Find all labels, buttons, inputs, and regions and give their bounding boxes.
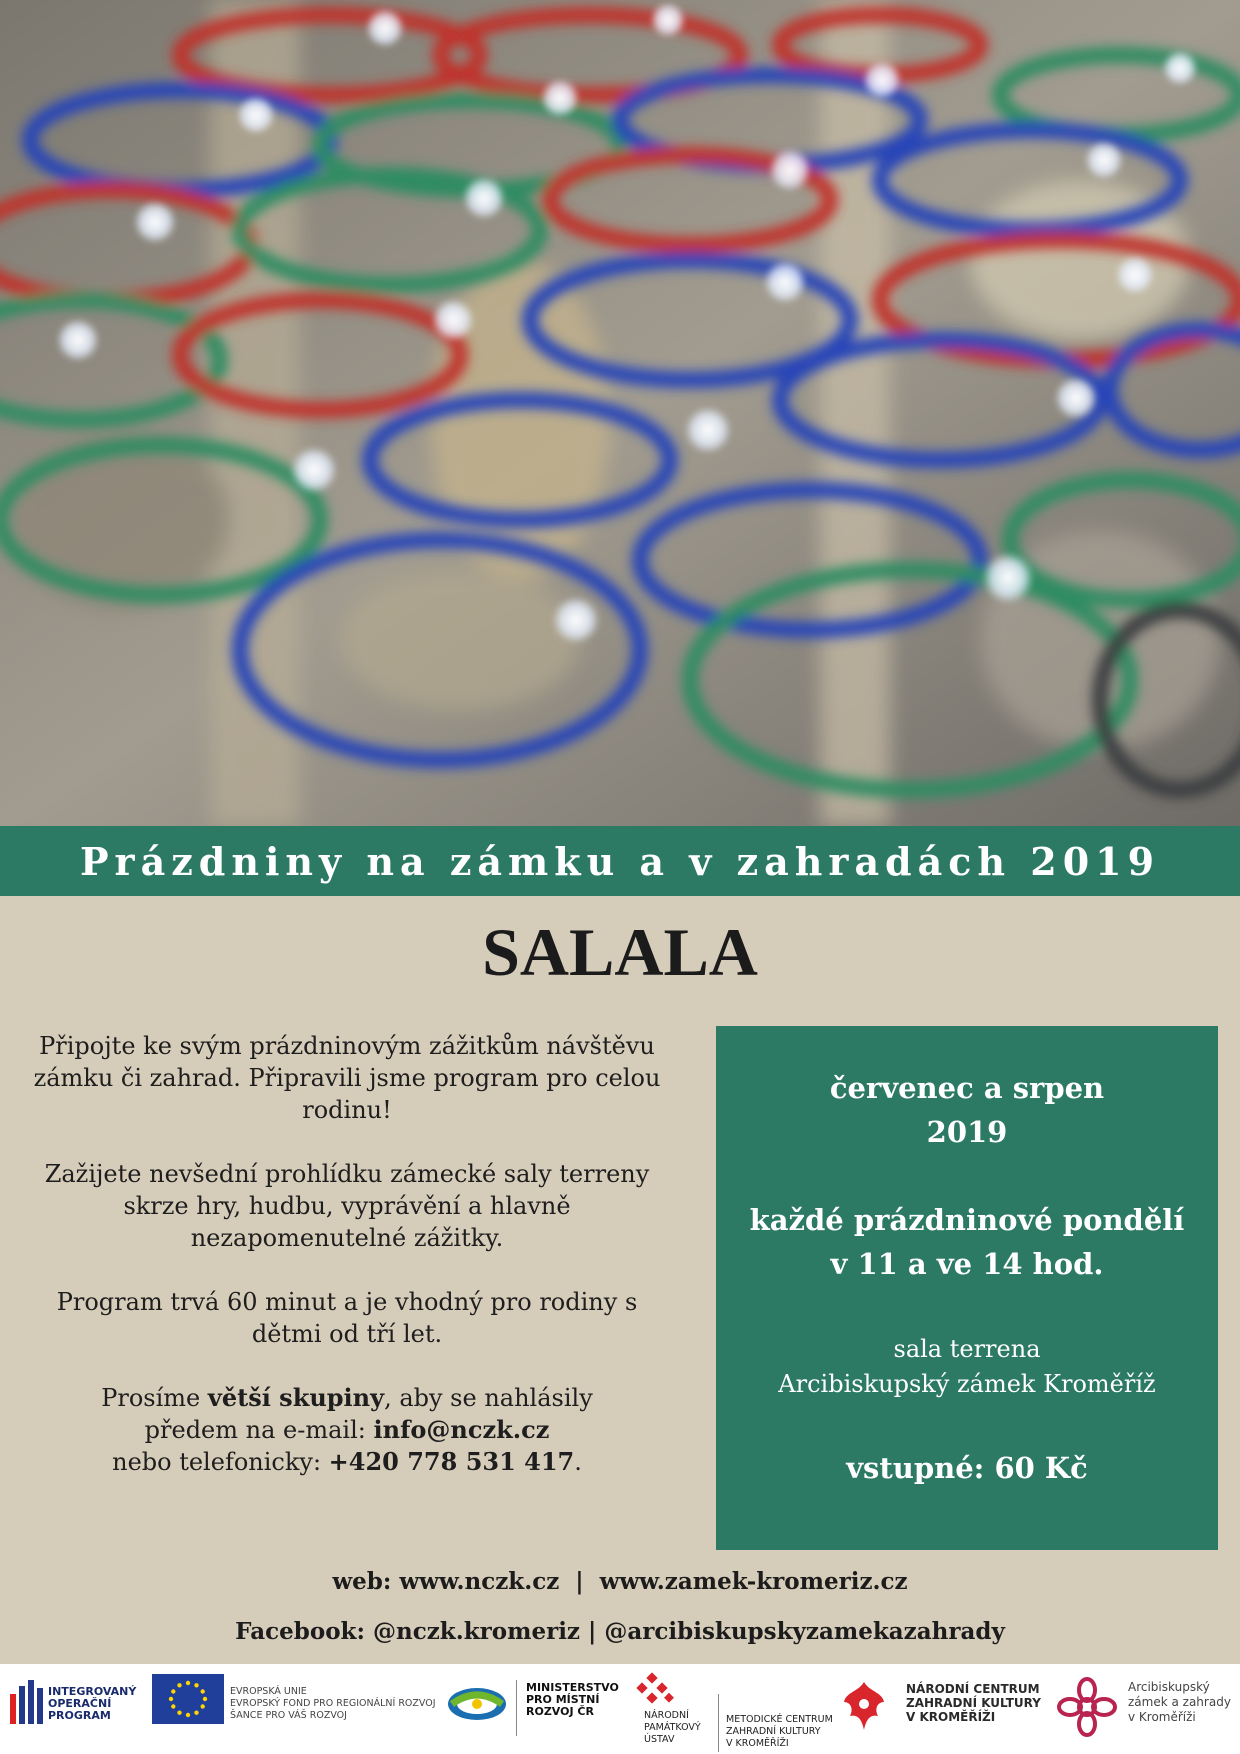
description-duration: Program trvá 60 minut a je vhodný pro rodiny s dětmi od tří let.	[56, 1288, 638, 1348]
npu-logo	[630, 1672, 676, 1712]
web-links[interactable]: web: www.nczk.cz | www.zamek-kromeriz.cz	[332, 1568, 908, 1595]
info-price: vstupné: 60 Kč	[846, 1451, 1088, 1485]
iop-logo	[6, 1678, 46, 1732]
info-venue	[716, 1332, 1218, 1402]
event-title: SALALA	[482, 914, 758, 990]
booking-groups: větší skupiny	[207, 1383, 385, 1412]
partner-logos	[0, 1664, 1240, 1754]
booking-phone-label: nebo telefonicky:	[112, 1448, 329, 1476]
eu-flag-icon	[152, 1674, 224, 1724]
npu-text: NÁRODNÍ PAMÁTKOVÝ ÚSTAV	[644, 1710, 701, 1745]
iop-text: INTEGROVANÝ OPERAČNÍ PROGRAM	[48, 1685, 137, 1722]
az-text: Arcibiskupský zámek a zahrady v Kroměříži	[1128, 1680, 1231, 1724]
description-intro: Připojte ke svým prázdninovým zážitkům návštěvu zámku či zahrad. Připravili jsme program pro celou rodinu!	[33, 1032, 661, 1124]
eu-text: EVROPSKÁ UNIE EVROPSKÝ FOND PRO REGIONÁLNÍ ROZVOJ ŠANCE PRO VÁŠ ROZVOJ	[230, 1686, 436, 1721]
booking-email[interactable]: info@nczk.cz	[373, 1415, 550, 1444]
info-dates	[716, 1066, 1218, 1154]
booking-text-2: , aby se nahlásily	[384, 1384, 593, 1412]
nczk-logo	[838, 1678, 890, 1738]
hero-photo	[0, 0, 1240, 826]
event-info-box	[716, 1026, 1218, 1550]
description-booking	[22, 1382, 672, 1478]
az-rosette-icon	[1056, 1676, 1118, 1738]
booking-phone[interactable]: +420 778 531 417	[328, 1447, 575, 1476]
iop-bars-icon	[6, 1678, 46, 1728]
booking-email-label: předem na e-mail:	[144, 1416, 374, 1444]
booking-text: Prosíme	[101, 1384, 208, 1412]
mmr-divider	[516, 1680, 517, 1736]
npu-divider	[718, 1694, 719, 1752]
info-schedule	[716, 1198, 1218, 1286]
az-logo	[1056, 1676, 1118, 1742]
info-year: 2019	[926, 1115, 1008, 1149]
mmr-text: MINISTERSTVO PRO MÍSTNÍ ROZVOJ ČR	[526, 1681, 619, 1718]
facebook-links[interactable]: Facebook: @nczk.kromeriz | @arcibiskupskyzamekazahrady	[235, 1618, 1005, 1645]
nczk-flower-icon	[838, 1678, 890, 1734]
description-experience: Zažijete nevšední prohlídku zámecké saly terreny skrze hry, hudbu, vyprávění a hlavně nezapomenutelné zážitky.	[44, 1160, 650, 1252]
eu-flag-logo	[152, 1674, 224, 1728]
season-title-band	[0, 826, 1240, 896]
info-schedule-days: každé prázdninové pondělí	[749, 1203, 1185, 1237]
mc-text: METODICKÉ CENTRUM ZAHRADNÍ KULTURY V KROMĚŘÍŽI	[726, 1714, 833, 1749]
mmr-logo	[446, 1682, 508, 1730]
info-schedule-times: v 11 a ve 14 hod.	[830, 1247, 1104, 1281]
mmr-swoosh-icon	[446, 1682, 508, 1726]
npu-squares-icon	[630, 1672, 676, 1708]
info-venue-place: Arcibiskupský zámek Kroměříž	[778, 1370, 1156, 1398]
info-months: červenec a srpen	[829, 1071, 1105, 1105]
booking-end: .	[574, 1448, 582, 1476]
season-title: Prázdniny na zámku a v zahradách 2019	[79, 838, 1161, 884]
nc-text: NÁRODNÍ CENTRUM ZAHRADNÍ KULTURY V KROMĚŘÍŽI	[906, 1682, 1041, 1724]
info-venue-room: sala terrena	[893, 1335, 1041, 1363]
event-description	[22, 1030, 672, 1510]
